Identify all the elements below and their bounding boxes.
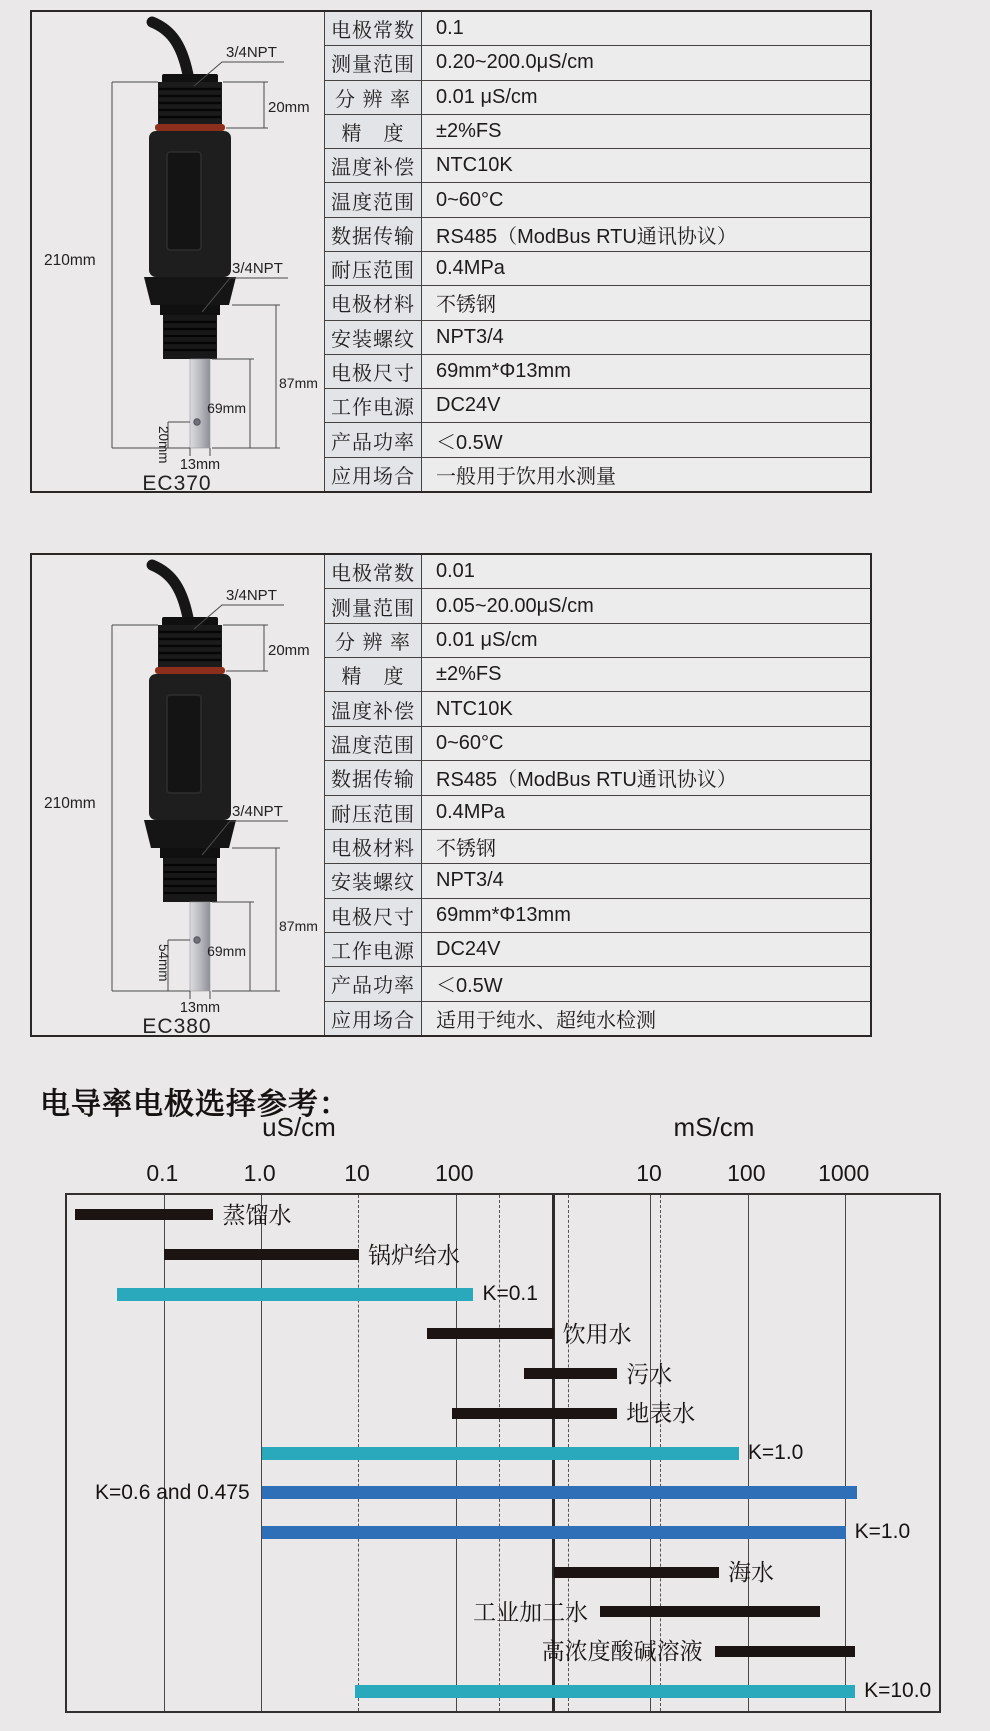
spec-value: DC24V — [422, 389, 870, 422]
dim-total-210mm: 210mm — [44, 795, 96, 812]
probe-hex-nut — [144, 277, 236, 305]
probe-shaft-hole — [194, 419, 200, 425]
probe-cable — [152, 22, 189, 80]
spec-value: DC24V — [422, 933, 870, 966]
spec-label: 产品功率 — [325, 967, 422, 1000]
range-bar-label: 地表水 — [626, 1400, 696, 1427]
spec-row — [325, 830, 870, 864]
spec-row — [325, 423, 870, 457]
probe-shaft-hole — [194, 937, 200, 943]
spec-value: 0~60°C — [422, 727, 870, 760]
model-label: EC370 — [142, 472, 212, 495]
probe-cap-lip — [162, 617, 218, 626]
spec-row — [325, 12, 870, 46]
spec-row — [325, 658, 870, 692]
chart-section-title: 电导率电极选择参考： — [40, 1087, 350, 1121]
spec-value: 不锈钢 — [422, 830, 870, 863]
spec-label: 电极常数 — [325, 12, 422, 45]
spec-label: 安装螺纹 — [325, 864, 422, 897]
range-bar — [164, 1249, 359, 1260]
range-bar — [427, 1328, 554, 1339]
probe-lower-collar — [160, 305, 220, 315]
spec-row — [325, 183, 870, 217]
probe-oring — [155, 667, 225, 674]
spec-label: 安装螺纹 — [325, 321, 422, 354]
probe-drawing — [32, 555, 324, 1038]
range-bar — [554, 1567, 719, 1578]
probe-oring — [155, 124, 225, 131]
spec-row — [325, 218, 870, 252]
spec-label: 数据传输 — [325, 218, 422, 251]
range-bar — [715, 1646, 856, 1657]
range-bar-label: K=0.1 — [482, 1282, 538, 1306]
spec-value: 69mm*Φ13mm — [422, 355, 870, 388]
spec-label: 温度补偿 — [325, 149, 422, 182]
range-bar — [262, 1447, 739, 1460]
spec-value: NTC10K — [422, 692, 870, 725]
electrode-selection-chart — [65, 1110, 941, 1716]
axis-tick-label: 10 — [636, 1160, 662, 1186]
spec-value: NTC10K — [422, 149, 870, 182]
probe-lower-collar — [160, 848, 220, 858]
spec-row — [325, 321, 870, 355]
spec-label: 电极尺寸 — [325, 899, 422, 932]
dim-diameter-13mm: 13mm — [179, 457, 221, 473]
spec-row — [325, 589, 870, 623]
spec-row — [325, 796, 870, 830]
axis-tick-label: 100 — [435, 1160, 474, 1186]
spec-label: 精 度 — [325, 115, 422, 148]
spec-value: RS485（ModBus RTU通讯协议） — [422, 218, 870, 251]
axis-tick-label: 1.0 — [243, 1160, 276, 1186]
range-bar-label: 锅炉给水 — [368, 1241, 460, 1268]
product-illustration-ec380 — [32, 555, 324, 1038]
spec-value: 0.05~20.00μS/cm — [422, 589, 870, 622]
spec-label: 产品功率 — [325, 423, 422, 456]
spec-value: 0.01 μS/cm — [422, 624, 870, 657]
spec-value: ±2%FS — [422, 658, 870, 691]
spec-label: 电极材料 — [325, 830, 422, 863]
dim-lower-87mm: 87mm — [279, 375, 318, 391]
probe-drawing — [32, 12, 324, 495]
spec-label: 耐压范围 — [325, 796, 422, 829]
range-bar — [600, 1606, 820, 1617]
range-bar-label: K=1.0 — [854, 1520, 911, 1544]
gridline-solid — [164, 1195, 165, 1711]
spec-row — [325, 1002, 870, 1035]
probe-cable — [152, 565, 189, 623]
dim-npt-mid: 3/4NPT — [232, 803, 283, 820]
range-bar-label: 高浓度酸碱溶液 — [541, 1638, 703, 1665]
gridline-solid — [845, 1195, 846, 1711]
dim-npt-top: 3/4NPT — [226, 44, 277, 61]
spec-row — [325, 115, 870, 149]
spec-row — [325, 458, 870, 491]
axis-tick-label: 100 — [727, 1160, 766, 1186]
dim-tip-length: 20mm — [156, 426, 171, 464]
product-illustration-ec370 — [32, 12, 324, 495]
range-bar-label: 工业加工水 — [473, 1598, 589, 1625]
spec-row — [325, 149, 870, 183]
spec-row — [325, 252, 870, 286]
spec-value: NPT3/4 — [422, 864, 870, 897]
spec-value: 适用于纯水、超纯水检测 — [422, 1002, 870, 1035]
range-bar-label: 饮用水 — [562, 1320, 632, 1347]
dim-diameter-13mm: 13mm — [179, 1000, 221, 1016]
range-bar-label: 污水 — [626, 1360, 673, 1387]
spec-label: 工作电源 — [325, 389, 422, 422]
spec-row — [325, 933, 870, 967]
spec-value: ＜0.5W — [422, 423, 870, 456]
spec-value: 不锈钢 — [422, 286, 870, 319]
spec-label: 测量范围 — [325, 589, 422, 622]
range-bar — [75, 1209, 214, 1220]
spec-value: 0.01 — [422, 555, 870, 588]
spec-row — [325, 899, 870, 933]
spec-panel-ec370 — [30, 10, 872, 493]
spec-label: 电极材料 — [325, 286, 422, 319]
spec-label: 温度补偿 — [325, 692, 422, 725]
probe-hex-nut — [144, 820, 236, 848]
spec-value: RS485（ModBus RTU通讯协议） — [422, 761, 870, 794]
spec-label: 耐压范围 — [325, 252, 422, 285]
dim-npt-mid: 3/4NPT — [232, 260, 283, 277]
spec-row — [325, 555, 870, 589]
range-bar-label: 海水 — [728, 1559, 775, 1586]
axis-tick-label: 10 — [344, 1160, 370, 1186]
spec-table-ec370 — [324, 12, 870, 491]
spec-value: 69mm*Φ13mm — [422, 899, 870, 932]
spec-label: 数据传输 — [325, 761, 422, 794]
range-bar — [524, 1368, 617, 1379]
dim-shaft-69mm: 69mm — [207, 943, 246, 959]
probe-body-recess — [167, 695, 201, 793]
spec-label: 电极常数 — [325, 555, 422, 588]
spec-row — [325, 692, 870, 726]
range-bar-label: 蒸馏水 — [222, 1201, 292, 1228]
spec-label: 精 度 — [325, 658, 422, 691]
range-bar-label: K=1.0 — [747, 1441, 804, 1464]
spec-row — [325, 967, 870, 1001]
spec-table-ec380 — [324, 555, 870, 1035]
spec-value: 0.4MPa — [422, 796, 870, 829]
spec-row — [325, 46, 870, 80]
dim-cap-20mm: 20mm — [268, 642, 310, 659]
dim-npt-top: 3/4NPT — [226, 587, 277, 604]
spec-row — [325, 864, 870, 898]
spec-label: 温度范围 — [325, 727, 422, 760]
range-bar — [355, 1685, 856, 1698]
dim-cap-20mm: 20mm — [268, 99, 310, 116]
axis-unit-us: uS/cm — [262, 1112, 336, 1142]
spec-value: 0.20~200.0μS/cm — [422, 46, 870, 79]
dim-total-210mm: 210mm — [44, 252, 96, 269]
spec-label: 应用场合 — [325, 458, 422, 491]
spec-row — [325, 727, 870, 761]
range-bar — [117, 1288, 473, 1301]
spec-label: 温度范围 — [325, 183, 422, 216]
range-bar — [262, 1486, 857, 1499]
spec-label: 工作电源 — [325, 933, 422, 966]
spec-value: 一般用于饮用水测量 — [422, 458, 870, 491]
spec-row — [325, 286, 870, 320]
spec-label: 分 辨 率 — [325, 624, 422, 657]
chart-plot-box — [65, 1193, 941, 1713]
spec-row — [325, 761, 870, 795]
spec-label: 分 辨 率 — [325, 81, 422, 114]
spec-label: 测量范围 — [325, 46, 422, 79]
range-bar-label: K=10.0 — [864, 1679, 932, 1703]
dim-shaft-69mm: 69mm — [207, 400, 246, 416]
range-bar — [262, 1526, 846, 1539]
dim-lower-87mm: 87mm — [279, 918, 318, 934]
axis-tick-label: 1000 — [818, 1160, 870, 1186]
axis-unit-ms: mS/cm — [673, 1112, 755, 1142]
spec-value: 0.01 μS/cm — [422, 81, 870, 114]
model-label: EC380 — [142, 1015, 212, 1038]
spec-row — [325, 624, 870, 658]
spec-value: 0.1 — [422, 12, 870, 45]
spec-value: ＜0.5W — [422, 967, 870, 1000]
spec-label: 应用场合 — [325, 1002, 422, 1035]
spec-panel-ec380 — [30, 553, 872, 1037]
range-bar-label: K=0.6 and 0.475 — [94, 1480, 250, 1504]
spec-value: 0~60°C — [422, 183, 870, 216]
spec-value: NPT3/4 — [422, 321, 870, 354]
spec-row — [325, 81, 870, 115]
spec-value: ±2%FS — [422, 115, 870, 148]
spec-row — [325, 389, 870, 423]
spec-row — [325, 355, 870, 389]
axis-tick-label: 0.1 — [146, 1160, 179, 1186]
probe-cap-lip — [162, 74, 218, 83]
range-bar — [452, 1408, 617, 1419]
dim-tip-length: 54mm — [156, 944, 171, 982]
probe-body-recess — [167, 152, 201, 250]
spec-label: 电极尺寸 — [325, 355, 422, 388]
spec-value: 0.4MPa — [422, 252, 870, 285]
